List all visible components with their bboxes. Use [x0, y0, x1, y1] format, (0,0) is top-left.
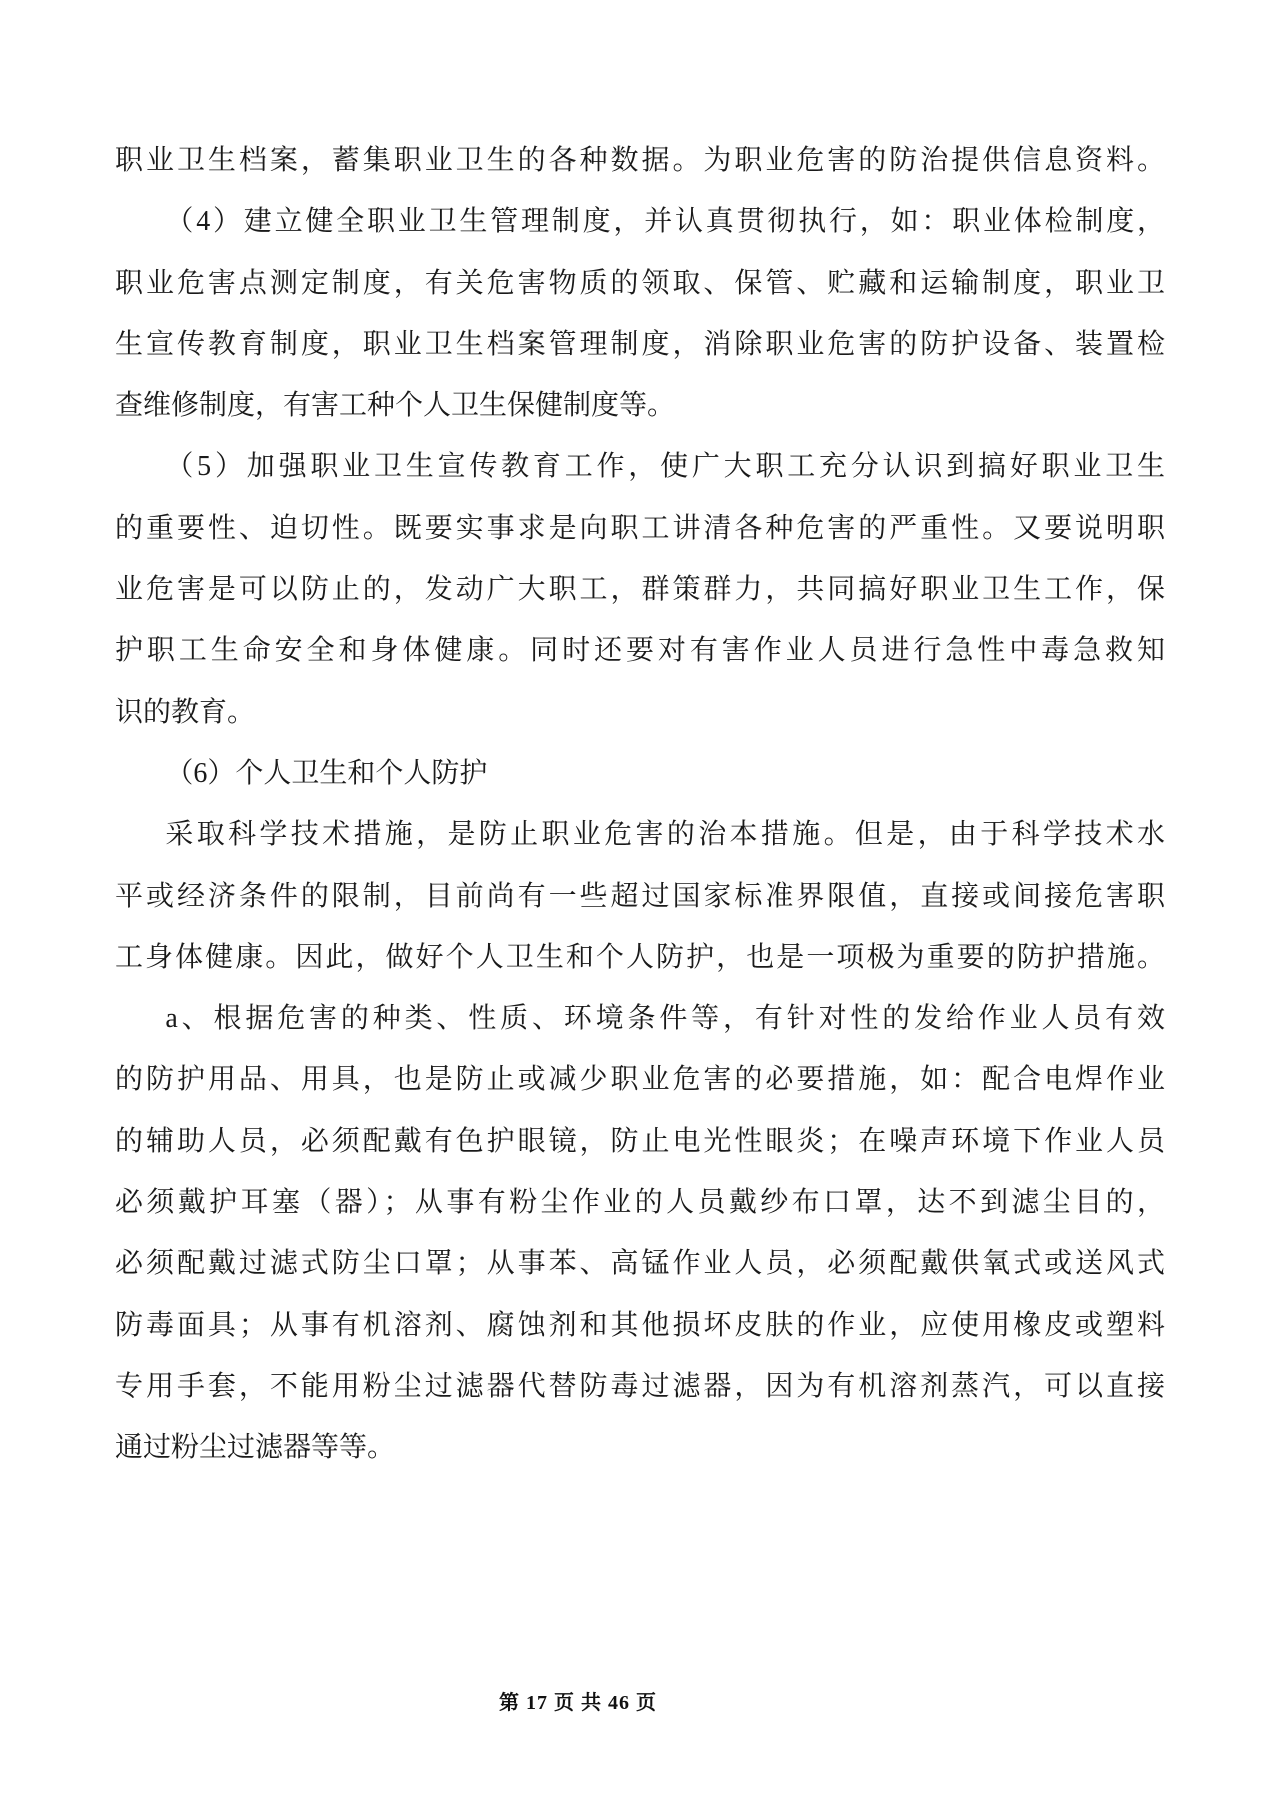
document-body	[115, 130, 1165, 1479]
text-line: 的重要性、迫切性。既要实事求是向职工讲清各种危害的严重性。又要说明职	[115, 512, 1165, 544]
text-line: 业危害是可以防止的，发动广大职工，群策群力，共同搞好职业卫生工作，保	[115, 574, 1165, 606]
text-line: 查维修制度，有害工种个人卫生保健制度等。	[115, 390, 676, 422]
text-line: （6）个人卫生和个人防护	[165, 757, 488, 789]
text-line: a、根据危害的种类、性质、环境条件等，有针对性的发给作业人员有效	[165, 1003, 1165, 1035]
text-line: 平或经济条件的限制，目前尚有一些超过国家标准界限值，直接或间接危害职	[115, 880, 1165, 912]
text-line: 防毒面具；从事有机溶剂、腐蚀剂和其他损坏皮肤的作业，应使用橡皮或塑料	[115, 1309, 1165, 1341]
page-number-text: 第 17 页 共 46 页	[499, 1692, 657, 1714]
text-line: 通过粉尘过滤器等等。	[115, 1432, 396, 1464]
text-line: 工身体健康。因此，做好个人卫生和个人防护，也是一项极为重要的防护措施。	[115, 941, 1165, 973]
text-line: 职业卫生档案，蓄集职业卫生的各种数据。为职业危害的防治提供信息资料。	[115, 145, 1165, 176]
page-footer	[0, 1686, 1156, 1715]
text-line: （4）建立健全职业卫生管理制度，并认真贯彻执行，如：职业体检制度，	[165, 206, 1165, 238]
text-line: 采取科学技术措施，是防止职业危害的治本措施。但是，由于科学技术水	[165, 819, 1165, 851]
text-line: 的防护用品、用具，也是防止或减少职业危害的必要措施，如：配合电焊作业	[115, 1064, 1165, 1096]
text-line: 必须配戴过滤式防尘口罩；从事苯、高锰作业人员，必须配戴供氧式或送风式	[115, 1248, 1165, 1280]
text-line: 识的教育。	[115, 696, 256, 728]
text-line: 生宣传教育制度，职业卫生档案管理制度，消除职业危害的防护设备、装置检	[115, 328, 1165, 360]
text-line: 的辅助人员，必须配戴有色护眼镜，防止电光性眼炎；在噪声环境下作业人员	[115, 1125, 1165, 1157]
text-line: 必须戴护耳塞（器）；从事有粉尘作业的人员戴纱布口罩，达不到滤尘目的，	[115, 1187, 1165, 1219]
text-line: 护职工生命安全和身体健康。同时还要对有害作业人员进行急性中毒急救知	[115, 635, 1165, 667]
text-line: 职业危害点测定制度，有关危害物质的领取、保管、贮藏和运输制度，职业卫	[115, 267, 1165, 299]
text-line: 专用手套，不能用粉尘过滤器代替防毒过滤器，因为有机溶剂蒸汽，可以直接	[115, 1370, 1165, 1402]
text-line: （5）加强职业卫生宣传教育工作，使广大职工充分认识到搞好职业卫生	[165, 451, 1165, 483]
